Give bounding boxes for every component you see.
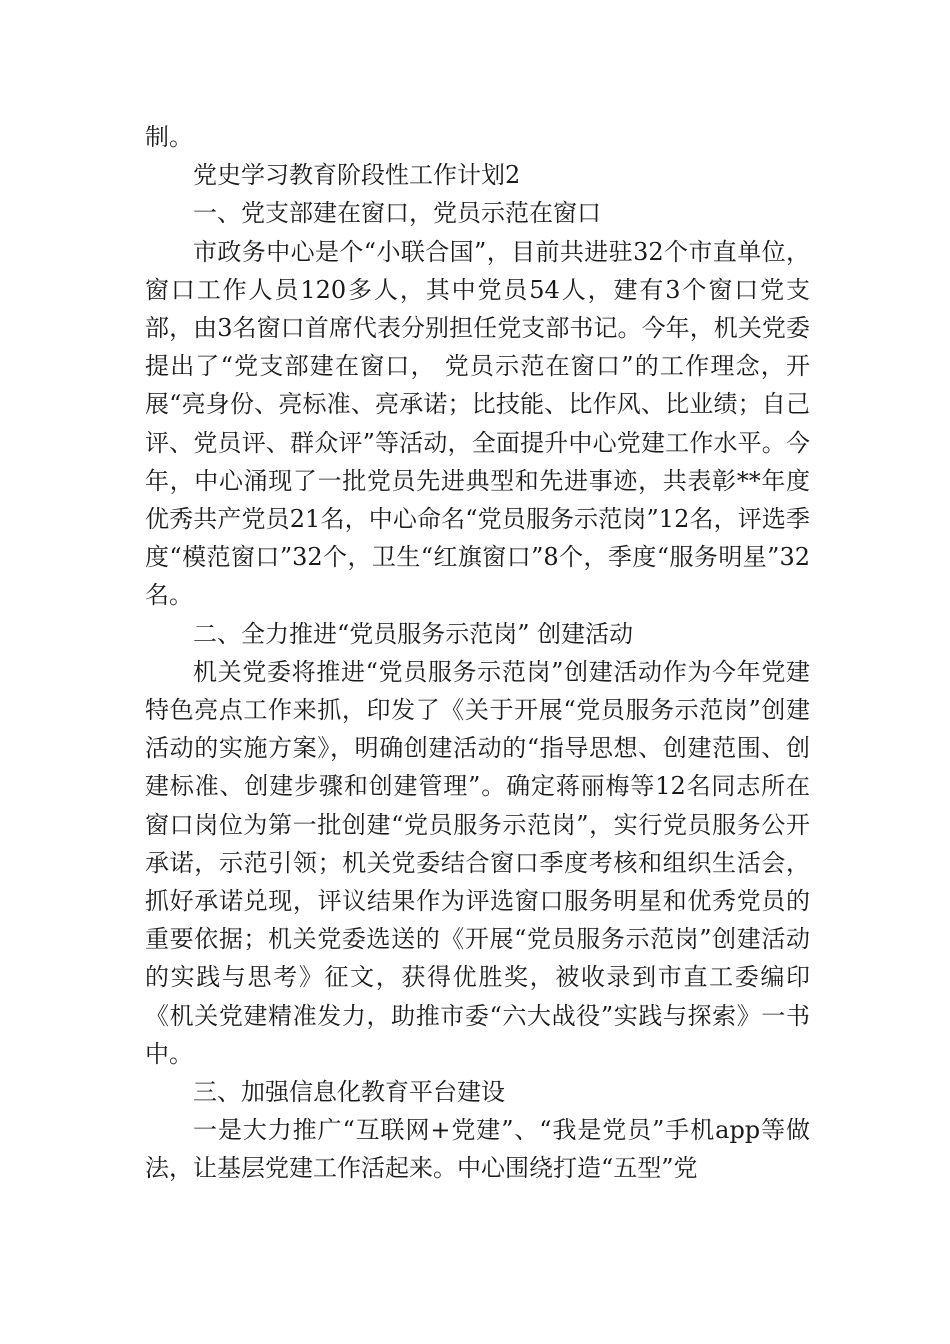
body-paragraph-2: 机关党委将推进“党员服务示范岗”创建活动作为今年党建特色亮点工作来抓，印发了《关于开展“党员服务示范岗”创建活动的实施方案》，明确创建活动的“指导思想、创建范围、创建标准、创建步骤和创建管理”。确定蒋丽梅等12名同志所在窗口岗位为第一批创建“党员服务示范岗”，实行党员服务公开承诺，示范引领；机关党委结合窗口季度考核和组织生活会，抓好承诺兑现，评议结果作为评选窗口服务明星和优秀党员的重要依据；机关党委选送的《开展“党员服务示范岗”创建活动的实践与思考》征文，获得优胜奖，被收录到市直工委编印《机关党建精准发力，助推市委“六大战役”实践与探索》一书中。 <box>145 657 810 1068</box>
document-body <box>145 118 810 1188</box>
section-title: 党史学习教育阶段性工作计划2 <box>193 161 521 190</box>
paragraph-continuation: 制。 <box>145 123 193 151</box>
section-heading-2: 二、全力推进“党员服务示范岗” 创建活动 <box>193 619 634 648</box>
body-paragraph-3: 一是大力推广“互联网+党建”、“我是党员”手机app等做法，让基层党建工作活起来。中心围绕打造“五型”党 <box>145 1116 810 1183</box>
section-heading-1: 一、党支部建在窗口，党员示范在窗口 <box>193 199 601 228</box>
body-paragraph-1: 市政务中心是个“小联合国”，目前共进驻32个市直单位，窗口工作人员120多人，其中党员54人，建有3个窗口党支部，由3名窗口首席代表分别担任党支部书记。今年，机关党委提出了“党支部建在窗口， 党员示范在窗口”的工作理念，开展“亮身份、亮标准、亮承诺；比技能、比作风、比业绩；自己评、党员评、群众评”等活动，全面提升中心党建工作水平。今年，中心涌现了一批党员先进典型和先进事迹，共表彰**年度优秀共产党员21名，中心命名“党员服务示范岗”12名，评选季度“模范窗口”32个，卫生“红旗窗口”8个，季度“服务明星”32名。 <box>145 237 810 610</box>
section-heading-3: 三、加强信息化教育平台建设 <box>193 1078 505 1107</box>
